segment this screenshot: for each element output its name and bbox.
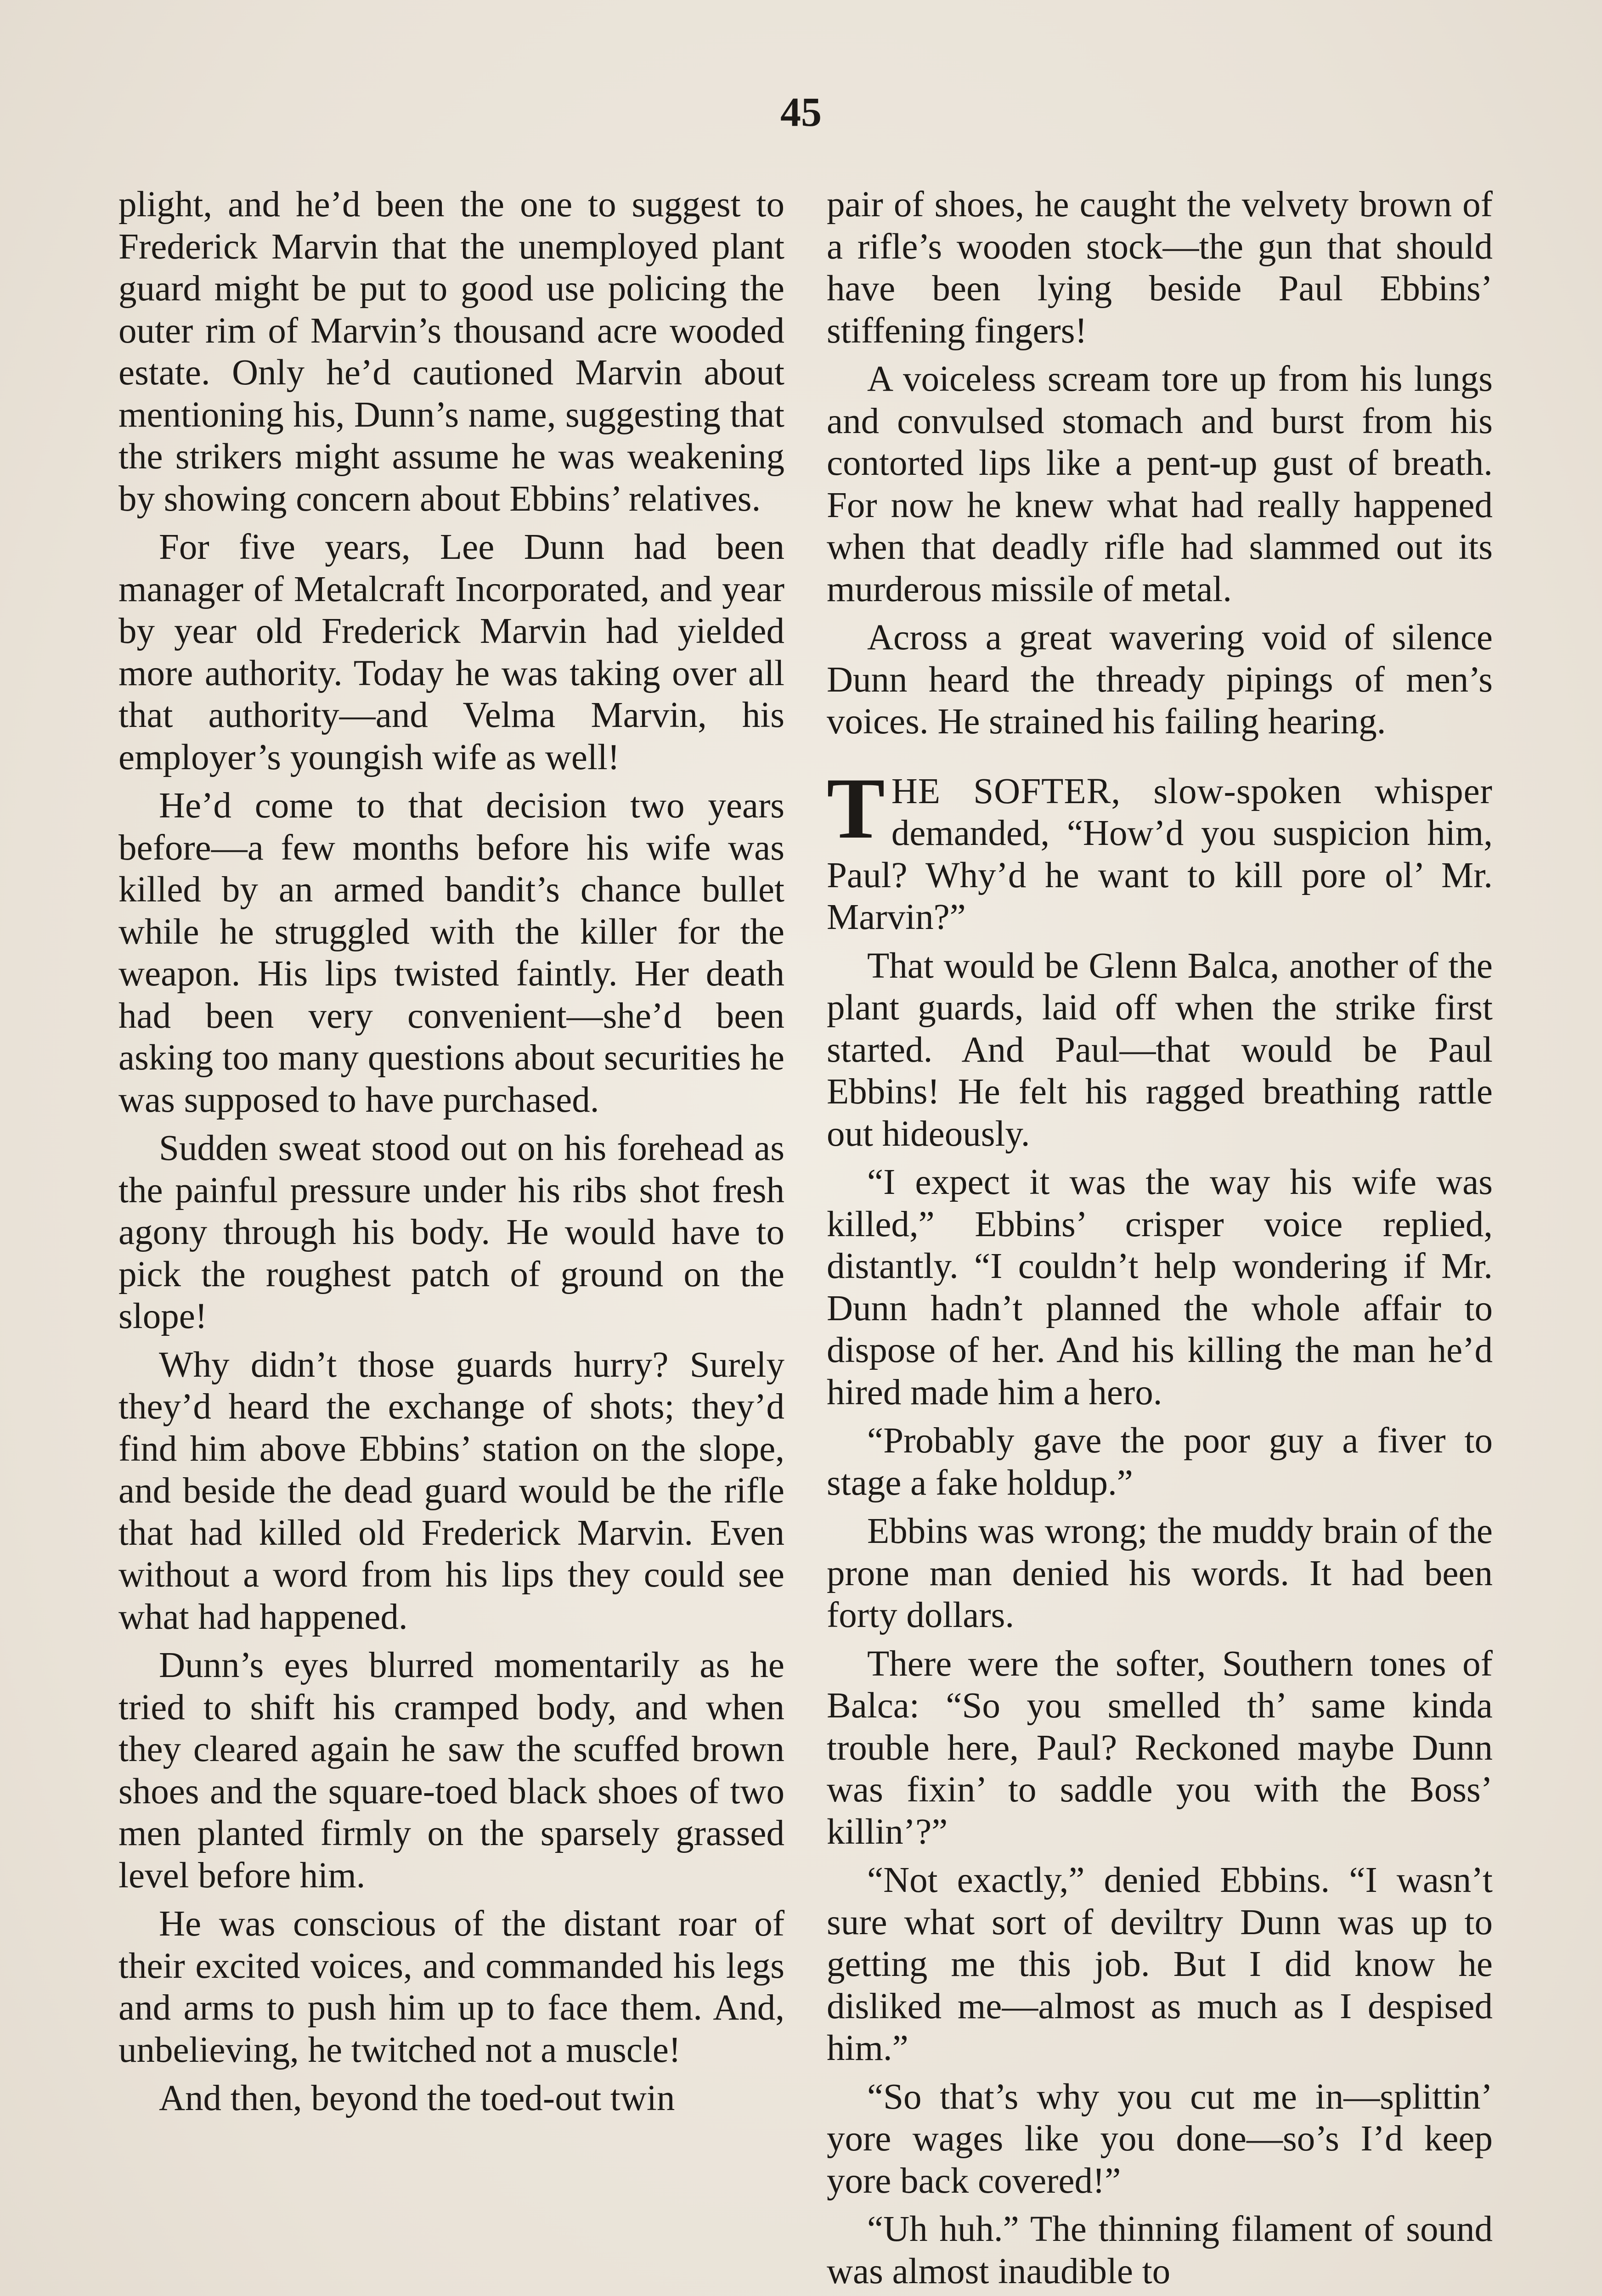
- paragraph: And then, beyond the toed-out twin: [159, 2078, 675, 2118]
- paragraph: pair of shoes, he caught the velvety brown of a rifle’s wooden stock—the gun that should have been lying beside Paul Ebbins’ stiffening fingers!: [827, 185, 1493, 351]
- paragraph: Dunn’s eyes blurred momentarily as he tried to shift his cramped body, and when they cleared again he saw the scuffed brown shoes and the square-toed black shoes of two men planted firmly on the sparsely grassed level before him.: [118, 1645, 784, 1896]
- paragraph: That would be Glenn Balca, another of the plant guards, laid off when the strike first started. And Paul—that would be Paul Ebbins! He felt his ragged breathing rattle out hideously.: [827, 945, 1493, 1154]
- paragraph: “So that’s why you cut me in—splittin’ yore wages like you done—so’s I’d keep yore back covered!”: [827, 2077, 1493, 2201]
- paragraph: “Not exactly,” denied Ebbins. “I wasn’t sure what sort of deviltry Dunn was up to getting me this job. But I did know he disliked me—almost as much as I despised him.”: [827, 1860, 1493, 2068]
- paragraph: “Probably gave the poor guy a fiver to stage a fake holdup.”: [827, 1421, 1493, 1503]
- section-opening-paragraph: [827, 760, 1493, 939]
- paragraph: Why didn’t those guards hurry? Surely they’d heard the exchange of shots; they’d find him above Ebbins’ station on the slope, and beside the dead guard would be the rifle that had killed old Frederick Marvin. Even without a word from his lips they could see what had happened.: [118, 1345, 784, 1637]
- paragraph: plight, and he’d been the one to suggest to Frederick Marvin that the unemployed plant guard might be put to good use policing the outer rim of Marvin’s thousand acre wooded estate. Only he’d cautioned Marvin about mentioning his, Dunn’s name, suggesting that the strikers might assume he was weakening by showing concern about Ebbins’ relatives.: [118, 185, 784, 519]
- drop-cap: T: [827, 760, 885, 857]
- paragraph: Ebbins was wrong; the muddy brain of the prone man denied his words. It had been forty dollars.: [827, 1511, 1493, 1635]
- paragraph: Sudden sweat stood out on his forehead as the painful pressure under his ribs shot fresh agony through his body. He would have to pick the roughest patch of ground on the slope!: [118, 1128, 784, 1336]
- right-column: [827, 184, 1493, 2296]
- left-column: [118, 184, 784, 2126]
- paragraph: There were the softer, Southern tones of Balca: “So you smelled th’ same kinda trouble here, Paul? Reckoned maybe Dunn was fixin’ to saddle you with the Boss’ killin’?”: [827, 1643, 1493, 1852]
- paragraph: He’d come to that decision two years before—a few months before his wife was killed by an armed bandit’s chance bullet while he struggled with the killer for the weapon. His lips twisted faintly. Her death had been very convenient—she’d been asking too many questions about securities he was supposed to have purchased.: [118, 786, 784, 1120]
- paragraph: A voiceless scream tore up from his lungs and convulsed stomach and burst from his contorted lips like a pent-up gust of breath. For now he knew what had really happened when that deadly rifle had slammed out its murderous missile of metal.: [827, 359, 1493, 609]
- paragraph: “I expect it was the way his wife was killed,” Ebbins’ crisper voice replied, distantly. “I couldn’t help wondering if Mr. Dunn hadn’t planned the whole affair to dispose of her. And his killing the man he’d hired made him a hero.: [827, 1162, 1493, 1412]
- page-number: 45: [780, 90, 822, 135]
- paragraph: “Uh huh.” The thinning filament of sound was almost inaudible to: [827, 2209, 1493, 2291]
- paragraph: For five years, Lee Dunn had been manager of Metalcraft Incorporated, and year by year old Frederick Marvin had yielded more authority. Today he was taking over all that authority—and Velma Marvin, his employer’s youngish wife as well!: [118, 527, 784, 777]
- paragraph: He was conscious of the distant roar of their excited voices, and commanded his legs and arms to push him up to face them. And, unbelieving, he twitched not a muscle!: [118, 1904, 784, 2070]
- paragraph: Across a great wavering void of silence Dunn heard the thready pipings of men’s voices. He strained his failing hearing.: [827, 618, 1493, 742]
- section-opening-text: HE SOFTER, slow-spoken whisper demanded, “How’d you suspicion him, Paul? Why’d he want to kill pore ol’ Mr. Marvin?”: [827, 771, 1493, 937]
